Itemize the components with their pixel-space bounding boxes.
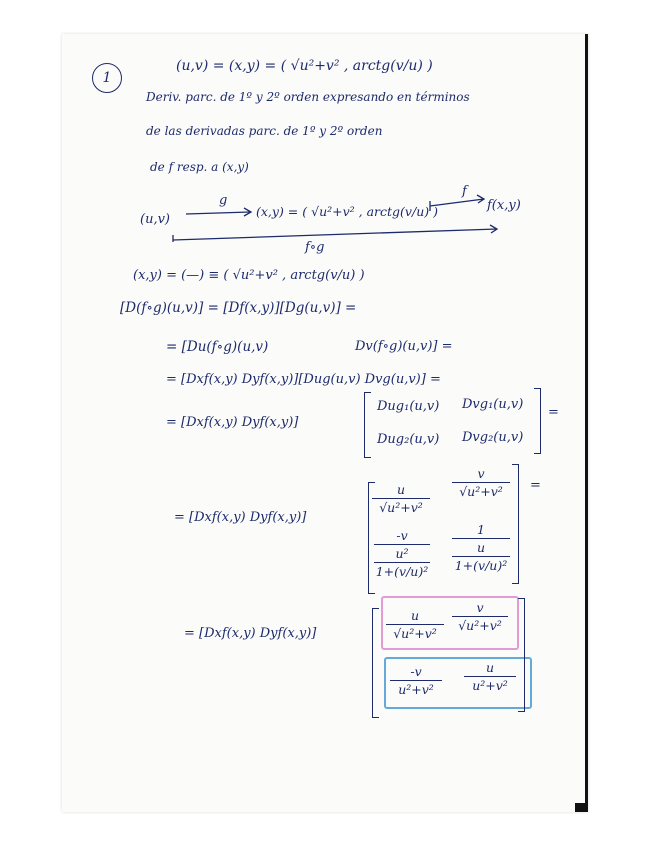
matrix2-d: 1 u 1+(v/u)² — [452, 522, 510, 573]
diagram-codomain: f(x,y) — [487, 198, 521, 213]
matrix3-a: u √u²+v² — [386, 608, 444, 641]
matrix3-b: v √u²+v² — [452, 600, 508, 633]
matrix2-right-bracket — [512, 464, 519, 584]
matrix1-b: Dvg₁(u,v) — [462, 397, 524, 412]
text-line-3: de las derivadas parc. de 1º y 2º orden — [146, 124, 383, 138]
eq-line-3: = [Dxf(x,y) Dyf(x,y)][Dug(u,v) Dvg(u,v)] = — [166, 372, 441, 387]
matrix2-b: v √u²+v² — [452, 466, 510, 499]
matrix2-a: u √u²+v² — [372, 482, 430, 515]
coordinates-line: (x,y) = (—) ≡ ( √u²+v² , arctg(v/u) ) — [133, 268, 365, 283]
eq-line-4-end: = — [548, 405, 559, 420]
exercise-number: 1 — [92, 63, 122, 93]
text-line-2: Deriv. parc. de 1º y 2º orden expresando en términos — [146, 90, 470, 104]
diagram-arrow-f-label: f — [462, 184, 467, 199]
text-line-4: de f resp. a (x,y) — [150, 160, 249, 174]
matrix1-right-bracket — [534, 388, 541, 454]
matrix1-a: Dug₁(u,v) — [377, 399, 440, 414]
eq-line-5-left: = [Dxf(x,y) Dyf(x,y)] — [174, 510, 307, 525]
diagram-arrow-g-label: g — [219, 193, 228, 208]
problem-statement: (u,v) = (x,y) = ( √u²+v² , arctg(v/u) ) — [176, 58, 433, 74]
matrix3-c: -v u²+v² — [390, 664, 442, 697]
eq-line-2a: = [Du(f∘g)(u,v) — [166, 339, 269, 355]
eq-line-2b: Dv(f∘g)(u,v)] = — [355, 339, 453, 354]
matrix3-left-bracket — [372, 608, 379, 718]
eq-line-6-left: = [Dxf(x,y) Dyf(x,y)] — [184, 626, 317, 641]
diagram-domain: (u,v) — [140, 212, 170, 227]
diagram-middle: (x,y) = ( √u²+v² , arctg(v/u) ) — [256, 204, 438, 219]
matrix3-d: u u²+v² — [464, 660, 516, 693]
diagram-composite-label: f∘g — [305, 240, 325, 255]
matrix1-left-bracket — [364, 392, 371, 458]
matrix3-right-bracket — [518, 598, 525, 712]
matrix2-c: -v u² 1+(v/u)² — [375, 528, 429, 579]
eq-line-4-left: = [Dxf(x,y) Dyf(x,y)] — [166, 415, 299, 430]
chain-rule-equation: [D(f∘g)(u,v)] = [Df(x,y)][Dg(u,v)] = — [120, 300, 357, 316]
eq-line-5-end: = — [530, 478, 541, 493]
matrix1-c: Dug₂(u,v) — [377, 432, 440, 447]
matrix1-d: Dvg₂(u,v) — [462, 430, 524, 445]
